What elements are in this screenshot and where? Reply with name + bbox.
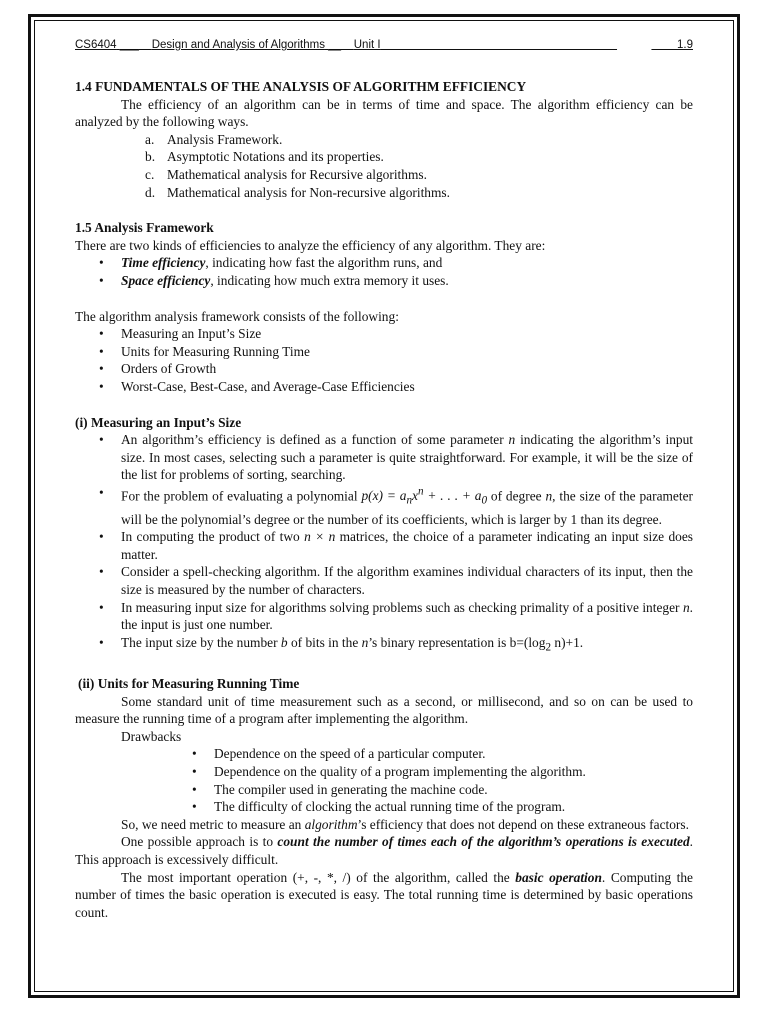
list-item: • Time efficiency, indicating how fast the algorithm runs, and: [75, 254, 693, 272]
paragraph: So, we need metric to measure an algorithm’s efficiency that does not depend on these extraneous factors.: [121, 816, 689, 832]
list-item: • In computing the product of two n × n matrices, the choice of a parameter indicating an input size does matter.: [75, 528, 693, 563]
header-unit: Unit I: [353, 39, 381, 51]
ordered-list: [75, 131, 693, 201]
list-item: • Worst-Case, Best-Case, and Average-Case Efficiencies: [75, 378, 693, 396]
list-item: • Consider a spell-checking algorithm. If the algorithm examines individual characters of its input, then the size is measured by the number of characters.: [75, 563, 693, 598]
list-item: • In measuring input size for algorithms solving problems such as checking primality of a positive integer n. the input is just one number.: [75, 599, 693, 634]
list-item: • An algorithm’s efficiency is defined as a function of some parameter n indicating the algorithm’s input size. In most cases, selecting such a parameter is quite straightforward. For example, it will be the size of the list for problems of sorting, searching.: [75, 431, 693, 484]
paragraph: There are two kinds of efficiencies to analyze the efficiency of any algorithm. They are:: [75, 237, 546, 253]
header-title: Design and Analysis of Algorithms: [151, 39, 325, 51]
list-item: • The compiler used in generating the machine code.: [75, 781, 693, 799]
header-sep: ___: [119, 39, 139, 51]
section-heading: 1.5 Analysis Framework: [75, 220, 214, 236]
section-heading: 1.4 FUNDAMENTALS OF THE ANALYSIS OF ALGORITHM EFFICIENCY: [75, 79, 527, 94]
bullet-list: [75, 325, 693, 395]
running-header: [75, 38, 693, 53]
paragraph: One possible approach is to count the number of times each of the algorithm’s operations is executed. This approach is excessively difficult.: [75, 834, 694, 867]
bullet-list: [75, 745, 693, 815]
document-page: [75, 38, 693, 921]
drawbacks-label: Drawbacks: [121, 728, 182, 744]
paragraph: The algorithm analysis framework consists of the following:: [75, 308, 399, 324]
header-course: CS6404: [75, 39, 117, 51]
list-item: b. Asymptotic Notations and its properties.: [145, 149, 384, 165]
list-item: • Dependence on the quality of a program implementing the algorithm.: [75, 763, 693, 781]
list-item: a. Analysis Framework.: [145, 131, 283, 147]
section-heading: (i) Measuring an Input’s Size: [75, 414, 242, 430]
list-item: • Orders of Growth: [75, 360, 693, 378]
list-item: • For the problem of evaluating a polynomial $p(x) = a_nx^n$ + . . . + $a_0$ of degree n, the size of the parameter will be the polynomial’s degree or the number of its coefficients, which is larger by 1 than its degree.: [75, 484, 693, 528]
list-item: • The input size by the number b of bits in the n’s binary representation is $b=(\log_2$ n)+1.: [75, 634, 693, 657]
list-item: • Space efficiency, indicating how much extra memory it uses.: [75, 272, 693, 290]
paragraph: Some standard unit of time measurement such as a second, or millisecond, and so on can be used to measure the running time of a program after implementing the algorithm.: [75, 693, 693, 727]
paragraph: The efficiency of an algorithm can be in terms of time and space. The algorithm efficiency can be analyzed by the following ways.: [75, 96, 693, 130]
bullet-list: [75, 431, 693, 657]
list-item: • Dependence on the speed of a particular computer.: [75, 745, 693, 763]
bullet-list: [75, 254, 693, 289]
list-item: • The difficulty of clocking the actual running time of the program.: [75, 798, 693, 816]
section-heading: (ii) Units for Measuring Running Time: [78, 676, 300, 692]
list-item: c. Mathematical analysis for Recursive algorithms.: [145, 166, 427, 182]
list-item: • Measuring an Input’s Size: [75, 325, 693, 343]
header-page-number: 1.9: [677, 39, 693, 51]
list-item: • Units for Measuring Running Time: [75, 343, 693, 361]
list-item: d. Mathematical analysis for Non-recursive algorithms.: [145, 184, 450, 200]
header-sep: __: [328, 39, 341, 51]
paragraph: The most important operation (+, -, *, /) of the algorithm, called the basic operation. Computing the number of times the basic operation is executed is easy. The total running time is determined by basic operations count.: [75, 869, 693, 920]
